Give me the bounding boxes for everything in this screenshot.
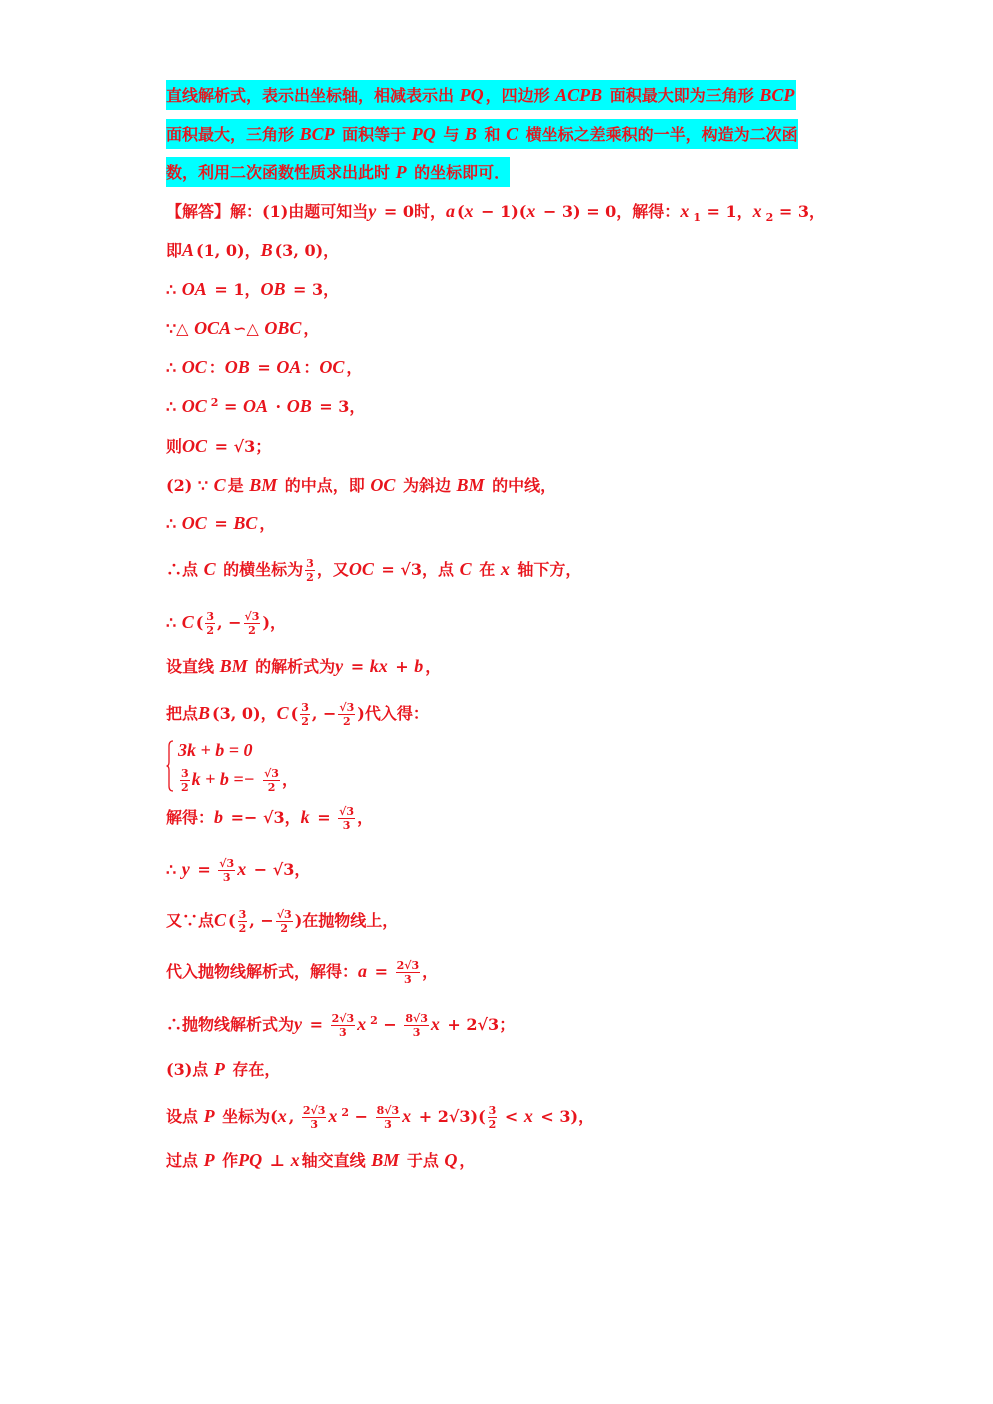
text-segment: , − — [311, 704, 337, 723]
math-variable: C — [276, 703, 289, 723]
text-segment: 把点 — [166, 704, 199, 723]
numerator: √3 — [339, 701, 355, 714]
text-segment: ， — [459, 1151, 476, 1170]
text-segment: 轴交直线 — [301, 1151, 372, 1170]
fraction — [276, 908, 293, 935]
denominator: 3 — [384, 1118, 392, 1131]
fraction — [300, 701, 310, 728]
text-segment: = — [369, 962, 394, 981]
text-segment: = — [345, 657, 370, 676]
math-variable: C — [181, 612, 194, 632]
text-line — [166, 607, 286, 637]
math-variable: C — [213, 475, 226, 495]
fraction — [338, 805, 355, 832]
numerator: √3 — [219, 857, 235, 870]
denominator: 3 — [342, 819, 351, 832]
superscript: 2 — [341, 1105, 350, 1119]
denominator: 3 — [310, 1118, 318, 1131]
text-line — [166, 905, 398, 935]
text-line — [166, 313, 319, 343]
math-variable: x — [402, 1106, 412, 1126]
text-segment: ( — [456, 202, 465, 221]
text-segment: = 3， — [313, 397, 366, 416]
math-variable: OB — [260, 279, 286, 299]
text-segment: ，又 — [316, 560, 349, 579]
fraction — [238, 908, 248, 935]
denominator: 2 — [206, 624, 214, 637]
text-segment: ∴ — [166, 280, 182, 299]
math-variable: a — [358, 961, 368, 981]
text-segment: )代入得： — [357, 704, 429, 723]
math-variable: BC — [233, 513, 258, 533]
text-segment: ∴ — [166, 358, 182, 377]
text-segment: 是 — [227, 476, 250, 495]
text-segment: < — [499, 1107, 524, 1126]
text-segment: (2) ∵ — [166, 476, 214, 495]
numerator: 8√3 — [405, 1012, 428, 1025]
text-line — [166, 956, 438, 986]
superscript: 2 — [370, 1013, 378, 1027]
math-variable: P — [203, 1150, 215, 1170]
denominator: 2 — [301, 715, 309, 728]
text-segment: 的解析式为 — [249, 657, 336, 676]
highlighted-text-line — [166, 119, 798, 149]
numerator: √3 — [339, 805, 355, 818]
math-variable: OC — [370, 475, 396, 495]
math-variable: a — [445, 201, 455, 221]
math-variable: OC — [181, 513, 207, 533]
text-segment: ∵△ — [166, 319, 195, 338]
text-segment: + 2√3)( — [413, 1107, 486, 1126]
math-variable: C — [506, 124, 519, 144]
text-segment: = — [191, 860, 217, 879]
math-variable: y — [335, 656, 344, 676]
text-segment: 数，利用二次函数性质求出此时 — [166, 163, 396, 182]
denominator: 2 — [306, 571, 314, 584]
math-variable: P — [395, 162, 407, 182]
text-segment: 为斜边 — [397, 476, 457, 495]
text-segment: = 0时， — [378, 202, 446, 221]
math-variable: x — [500, 559, 510, 579]
math-variable: BM — [371, 1150, 400, 1170]
text-segment: 作 — [216, 1151, 239, 1170]
math-variable: y — [181, 859, 190, 879]
math-variable: P — [203, 1106, 215, 1126]
math-variable: x — [680, 201, 690, 221]
numerator: 3 — [206, 610, 214, 623]
math-variable: B — [198, 703, 211, 723]
text-segment: 过点 — [166, 1151, 204, 1170]
math-variable: P — [213, 1059, 225, 1079]
text-line — [166, 698, 429, 728]
text-segment: (3, 0)， — [274, 241, 340, 260]
text-line — [166, 1145, 475, 1175]
math-variable: B — [260, 240, 273, 260]
text-segment: ( — [290, 704, 299, 723]
denominator: 2 — [248, 624, 256, 637]
text-segment: 设直线 — [166, 657, 220, 676]
denominator: 3 — [339, 1026, 347, 1039]
math-variable: x — [277, 1106, 287, 1126]
text-segment: = 1， — [208, 280, 261, 299]
math-variable: kx — [369, 656, 388, 676]
text-line — [166, 1101, 594, 1131]
equation-system — [166, 736, 298, 794]
math-variable: C — [459, 559, 472, 579]
math-variable: OA — [242, 396, 268, 416]
text-segment: < 3)， — [534, 1107, 595, 1126]
denominator: 3 — [404, 973, 412, 986]
text-segment: 面积最大，三角形 — [166, 125, 300, 144]
text-line — [166, 854, 310, 884]
text-segment: 于点 — [401, 1151, 445, 1170]
text-line — [166, 391, 365, 421]
text-segment: , − — [249, 911, 274, 930]
text-line — [166, 352, 362, 382]
math-variable: BM — [456, 475, 485, 495]
text-segment: 直线解析式，表示出坐标轴，相减表示出 — [166, 86, 460, 105]
text-segment: 的中点，即 — [279, 476, 371, 495]
text-segment: ∴抛物线解析式为 — [166, 1015, 295, 1034]
fraction — [302, 1104, 327, 1131]
text-segment: 即 — [166, 241, 183, 260]
math-variable: x — [328, 1106, 338, 1126]
text-segment: ∽△ — [233, 319, 265, 338]
text-segment: 轴下方， — [511, 560, 582, 579]
text-segment: 存在， — [226, 1060, 281, 1079]
text-segment: , — [288, 1107, 300, 1126]
text-segment: − 1)( — [475, 202, 527, 221]
text-segment: 解得： — [166, 808, 215, 827]
math-variable: OA — [181, 279, 207, 299]
numerator: √3 — [276, 908, 292, 921]
numerator: 3 — [488, 1104, 497, 1117]
text-segment: = 3， — [287, 280, 340, 299]
equation-1: 3k + b = 0 — [178, 740, 253, 760]
text-segment: )在抛物线上， — [294, 911, 399, 930]
math-variable: OA — [276, 357, 302, 377]
fraction: $\frac{√3}{2}$ — [264, 767, 279, 794]
brace-symbol — [166, 740, 174, 792]
math-variable: OB — [224, 357, 250, 377]
text-segment: ， — [425, 657, 442, 676]
highlighted-text-line — [166, 157, 510, 187]
math-variable: x — [357, 1014, 367, 1034]
fraction — [218, 857, 235, 884]
math-variable: x — [237, 859, 247, 879]
numerator: 2√3 — [396, 959, 420, 972]
text-segment: (3)点 — [166, 1060, 214, 1079]
denominator: 2 — [238, 922, 247, 935]
text-segment: , − — [217, 613, 242, 632]
text-segment: = — [304, 1015, 329, 1034]
text-line — [166, 1054, 280, 1084]
text-segment: 代入抛物线解析式，解得： — [166, 962, 359, 981]
subscript: 1 — [693, 211, 701, 225]
numerator: 2√3 — [331, 1012, 355, 1025]
text-line — [166, 651, 441, 681]
math-variable: BCP — [759, 85, 795, 105]
text-segment: − — [349, 1107, 374, 1126]
highlighted-text-line — [166, 80, 796, 110]
text-segment: − — [377, 1015, 403, 1034]
superscript: 2 — [210, 395, 219, 409]
text-segment: ，四边形 — [485, 86, 556, 105]
text-segment: = √3，点 — [375, 560, 460, 579]
math-variable: x — [526, 201, 536, 221]
math-variable: PQ — [411, 124, 436, 144]
text-segment: ， — [259, 514, 276, 533]
text-segment: = 1， — [700, 202, 753, 221]
math-variable: x — [430, 1014, 440, 1034]
text-segment: ∴ — [166, 613, 182, 632]
numerator: 3 — [238, 908, 247, 921]
text-segment: 的横坐标为 — [217, 560, 304, 579]
text-segment: 的坐标即可． — [408, 163, 511, 182]
text-segment: = — [218, 397, 243, 416]
denominator: 3 — [412, 1026, 421, 1039]
text-line — [166, 554, 581, 584]
text-line — [166, 508, 275, 538]
math-variable: y — [294, 1014, 303, 1034]
text-segment: ( — [195, 613, 204, 632]
text-segment: 在 — [473, 560, 501, 579]
text-segment: 则 — [166, 437, 183, 456]
text-line — [166, 1009, 515, 1039]
math-variable: C — [214, 910, 227, 930]
fraction: $\frac{3}{2}$ — [181, 767, 189, 794]
text-segment: 坐标为( — [216, 1107, 278, 1126]
numerator: 2√3 — [302, 1104, 326, 1117]
text-line — [166, 274, 339, 304]
denominator: 2 — [488, 1118, 497, 1131]
text-segment: ： — [208, 358, 225, 377]
text-segment: 横坐标之差乘积的一半，构造为二次函 — [520, 125, 798, 144]
numerator: √3 — [244, 610, 260, 623]
math-variable: OB — [286, 396, 312, 416]
math-variable: b — [414, 656, 424, 676]
math-variable: OBC — [264, 318, 302, 338]
text-segment: )， — [262, 613, 287, 632]
math-variable: b — [214, 807, 224, 827]
text-line — [166, 431, 271, 461]
math-variable: x — [290, 1150, 300, 1170]
text-segment: 与 — [437, 125, 465, 144]
text-segment: ⊥ — [264, 1151, 291, 1170]
math-variable: OCA — [194, 318, 232, 338]
text-segment: 的中线， — [486, 476, 557, 495]
fraction — [331, 1012, 356, 1039]
math-variable: A — [182, 240, 195, 260]
text-segment: − √3， — [248, 860, 311, 879]
math-variable: x — [752, 201, 762, 221]
text-segment: ： — [303, 358, 320, 377]
math-variable: x — [464, 201, 474, 221]
text-segment: 又∵点 — [166, 911, 215, 930]
text-segment: 和 — [478, 125, 507, 144]
fraction — [205, 610, 215, 637]
text-segment: 面积最大即为三角形 — [604, 86, 760, 105]
math-variable: x — [523, 1106, 533, 1126]
denominator: 2 — [280, 922, 289, 935]
math-variable: OC — [182, 436, 208, 456]
text-segment: 面积等于 — [336, 125, 412, 144]
text-segment: = — [208, 514, 234, 533]
math-variable: OC — [181, 357, 207, 377]
text-segment: ∴点 — [166, 560, 204, 579]
text-segment: ∴ — [166, 514, 182, 533]
text-segment: + — [389, 657, 415, 676]
text-segment: ， — [422, 962, 439, 981]
text-segment: (1, 0)， — [196, 241, 261, 260]
fraction — [338, 701, 355, 728]
text-segment: + 2√3； — [441, 1015, 516, 1034]
fraction — [488, 1104, 498, 1131]
text-segment: ， — [357, 808, 374, 827]
text-line — [166, 196, 825, 226]
math-variable: OC — [319, 357, 345, 377]
math-variable: y — [368, 201, 377, 221]
math-variable: PQ — [459, 85, 484, 105]
text-segment: 设点 — [166, 1107, 204, 1126]
equation-2: $\frac{3}{2}$ k + b =− $\frac{√3}{2}$ ， — [181, 767, 298, 794]
text-segment: = — [311, 808, 337, 827]
numerator: 3 — [301, 701, 309, 714]
text-segment: ， — [303, 319, 320, 338]
math-variable: C — [203, 559, 216, 579]
subscript: 2 — [765, 211, 774, 225]
numerator: 3 — [306, 557, 314, 570]
math-variable: k — [300, 807, 310, 827]
fraction — [305, 557, 315, 584]
math-variable: PQ — [238, 1150, 263, 1170]
text-segment: = — [251, 358, 277, 377]
text-segment: ∴ — [166, 397, 182, 416]
denominator: 2 — [343, 715, 351, 728]
text-segment: = √3； — [209, 437, 272, 456]
text-segment: 【解答】解：(1)由题可知当 — [166, 202, 369, 221]
text-segment: = 3， — [773, 202, 825, 221]
fraction — [404, 1012, 429, 1039]
math-variable: B — [464, 124, 477, 144]
text-line — [166, 802, 373, 832]
math-variable: BCP — [299, 124, 335, 144]
math-variable: OC — [348, 559, 374, 579]
text-line — [166, 470, 556, 500]
text-segment: ∴ — [166, 860, 182, 879]
text-line — [166, 235, 339, 265]
numerator: 8√3 — [376, 1104, 400, 1117]
text-segment: − 3) = 0，解得： — [537, 202, 681, 221]
text-segment: · — [269, 397, 287, 416]
fraction — [396, 959, 421, 986]
fraction — [244, 610, 261, 637]
text-segment: ， — [346, 358, 363, 377]
math-variable: OC — [181, 396, 207, 416]
text-segment: =− √3， — [225, 808, 301, 827]
fraction — [376, 1104, 401, 1131]
text-segment: ( — [228, 911, 236, 930]
math-variable: BM — [249, 475, 278, 495]
math-variable: ACPB — [555, 85, 603, 105]
math-variable: BM — [219, 656, 248, 676]
text-segment: (3, 0)， — [212, 704, 277, 723]
denominator: 3 — [222, 871, 231, 884]
math-variable: Q — [444, 1150, 458, 1170]
